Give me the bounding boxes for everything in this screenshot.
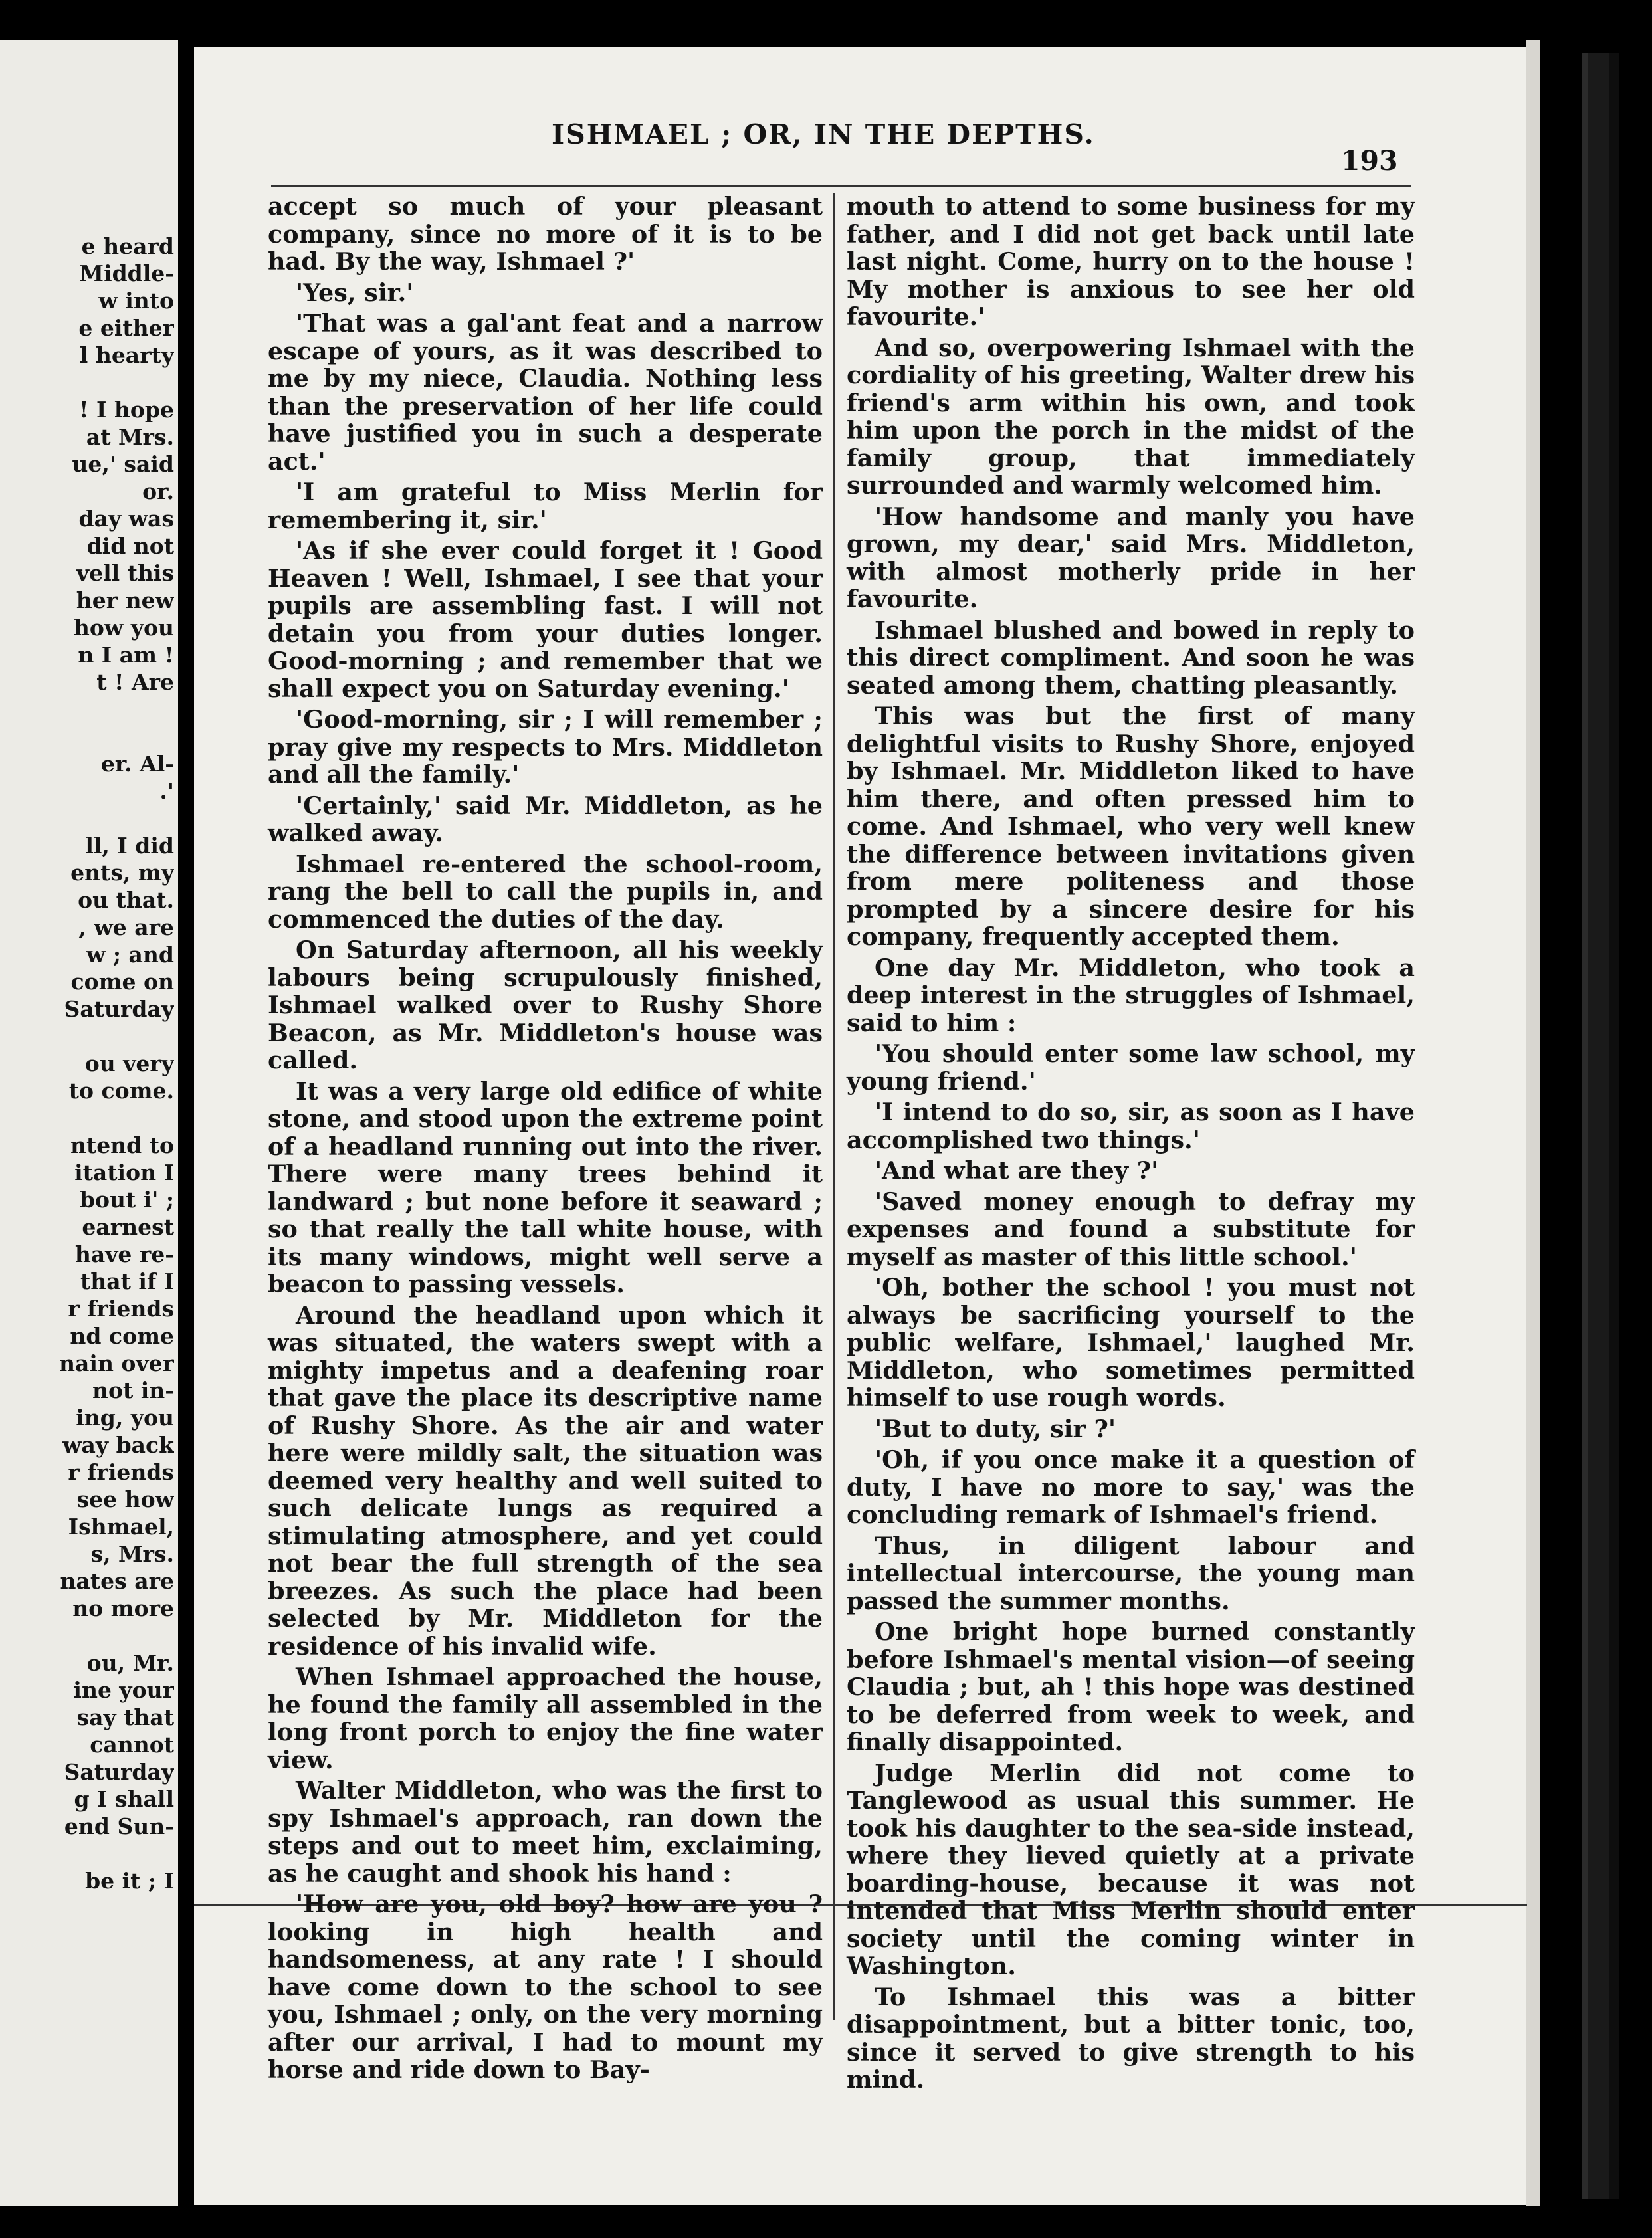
facing-page-line xyxy=(0,723,174,750)
facing-page-line: ll, I did xyxy=(85,833,174,859)
paragraph: 'Certainly,' said Mr. Middleton, as he walked away. xyxy=(268,791,823,847)
paragraph: One bright hope burned constantly before Ishmael's mental vision—of seeing Claudia ; but, ah ! this hope was destined to be deferred from week to week, and finally disappointed. xyxy=(847,1617,1415,1756)
facing-page-line: e heard xyxy=(81,233,174,259)
paragraph: 'But to duty, sir ?' xyxy=(875,1414,1116,1443)
facing-page-line: Saturday xyxy=(64,996,174,1022)
paragraph: Ishmael blushed and bowed in reply to this direct compliment. And soon he was seated among them, chatting pleasantly. xyxy=(847,615,1415,700)
paragraph: And so, overpowering Ishmael with the cordiality of his greeting, Walter drew his friend's arm within his own, and took him upon the porch in the midst of the family group, that immediately surrounded and warmly welcomed him. xyxy=(847,333,1415,500)
facing-page-line: ine your xyxy=(73,1677,174,1703)
facing-page-line xyxy=(0,696,174,723)
facing-page-line: l hearty xyxy=(79,342,174,368)
paragraph: mouth to attend to some business for my father, and I did not get back until late last night. Come, hurry on to the house ! My mother is anxious to see her old favourite.' xyxy=(847,192,1415,331)
text-column-left xyxy=(268,193,823,2087)
paragraph: On Saturday afternoon, all his weekly labours being scrupulously finished, Ishmael walked over to Rushy Shore Beacon, as Mr. Middleton's house was called. xyxy=(268,936,823,1074)
paragraph: 'How handsome and manly you have grown, my dear,' said Mrs. Middleton, with almost motherly pride in her favourite. xyxy=(847,502,1415,613)
facing-page-line xyxy=(0,1104,174,1132)
facing-page-line: ou that. xyxy=(78,887,174,913)
facing-page-line: way back xyxy=(62,1432,174,1458)
facing-page-line: ntend to xyxy=(70,1132,174,1158)
facing-page-line: bout i' ; xyxy=(79,1187,174,1213)
facing-page-line xyxy=(0,805,174,832)
paragraph: 'I intend to do so, sir, as soon as I have accomplished two things.' xyxy=(847,1098,1415,1154)
paragraph: 'Yes, sir.' xyxy=(296,278,414,307)
facing-page-line: to come. xyxy=(68,1078,174,1104)
facing-page-line: vell this xyxy=(76,560,174,586)
paragraph: It was a very large old edifice of white stone, and stood upon the extreme point of a headland running out into the river. There were many trees behind it landward ; but none before it seaward ; so that really the tall white house, with its many windows, might well serve a beacon to passing vessels. xyxy=(268,1076,823,1298)
facing-page-line: ing, you xyxy=(76,1405,174,1431)
facing-page-line: w ; and xyxy=(86,942,174,967)
facing-page-line xyxy=(0,1840,174,1867)
header-rule xyxy=(271,185,1411,187)
paragraph: 'Oh, if you once make it a question of duty, I have no more to say,' was the concluding remark of Ishmael's friend. xyxy=(847,1445,1415,1529)
book-binding xyxy=(1582,53,1619,2199)
facing-page-line: w into xyxy=(98,288,174,314)
facing-page-line: Middle- xyxy=(79,260,174,286)
facing-page-line: e either xyxy=(78,315,174,341)
facing-page-line: Ishmael, xyxy=(68,1514,174,1540)
paragraph: Around the headland upon which it was situated, the waters swept with a mighty impetus and a deafening roar that gave the place its descriptive name of Rushy Shore. As the air and water here were mildly salt, the situation was deemed very healthy and well suited to such delicate lungs as required a stimulating atmosphere, and yet could not bear the full strength of the sea breezes. As such the place had been selected by Mr. Middleton for the residence of his invalid wife. xyxy=(268,1300,823,1661)
facing-page-line: say that xyxy=(76,1704,174,1730)
paragraph: To Ishmael this was a bitter disappointment, but a bitter tonic, too, since it served to give strength to his mind. xyxy=(847,1982,1415,2094)
facing-page-line: ue,' said xyxy=(72,451,174,477)
paragraph: One day Mr. Middleton, who took a deep interest in the struggles of Ishmael, said to him : xyxy=(847,953,1415,1037)
facing-page-line: her new xyxy=(76,587,174,613)
facing-page-line: at Mrs. xyxy=(86,424,174,450)
facing-page-line xyxy=(0,369,174,396)
paragraph: 'How are you, old boy? how are you ? looking in high health and handsomeness, at any rate ! I should have come down to the school to see you, Ishmael ; only, on the very morning after our arrival, I had to mount my horse and ride down to Bay- xyxy=(268,1890,823,2084)
facing-page-line: ou very xyxy=(84,1051,174,1076)
facing-page-line: n I am ! xyxy=(78,642,174,668)
paragraph: When Ishmael approached the house, he found the family all assembled in the long front porch to enjoy the fine water view. xyxy=(268,1663,823,1774)
paragraph: 'I am grateful to Miss Merlin for remembering it, sir.' xyxy=(268,478,823,534)
running-head: ISHMAEL ; OR, IN THE DEPTHS. xyxy=(552,118,1095,150)
facing-page-line: itation I xyxy=(74,1160,174,1185)
facing-page-line: no more xyxy=(72,1595,174,1621)
paragraph: 'That was a gal'ant feat and a narrow escape of yours, as it was described to me by my niece, Claudia. Nothing less than the preservation of her life could have justified you in such a desperate act.' xyxy=(268,309,823,476)
facing-page-line: ! I hope xyxy=(79,397,174,423)
facing-page-line: not in- xyxy=(92,1377,174,1403)
paragraph: Walter Middleton, who was the first to spy Ishmael's approach, ran down the steps and out to meet him, exclaiming, as he caught and shook his hand : xyxy=(268,1776,823,1888)
facing-page-line: s, Mrs. xyxy=(90,1541,174,1567)
page-edge xyxy=(1526,40,1540,2206)
paragraph: 'As if she ever could forget it ! Good Heaven ! Well, Ishmael, I see that your pupils are assembling fast. I will not detain you from your duties longer. Good-morning ; and remember that we shall expect you on Saturday evening.' xyxy=(268,536,823,703)
paragraph: Thus, in diligent labour and intellectual intercourse, the young man passed the summer months. xyxy=(847,1531,1415,1615)
facing-page-line: nain over xyxy=(59,1350,174,1376)
facing-page-line: r friends xyxy=(68,1459,174,1485)
paragraph: Judge Merlin did not come to Tanglewood as usual this summer. He took his daughter to the sea-side instead, where they lieved quietly at a private boarding-house, because it was not intended that Miss Merlin should enter society until the coming winter in Washington. xyxy=(847,1758,1415,1980)
facing-page-line: ents, my xyxy=(70,860,174,886)
facing-page-line: t ! Are xyxy=(96,669,174,695)
paragraph: 'Saved money enough to defray my expenses and found a substitute for myself as master of this little school.' xyxy=(847,1187,1415,1271)
facing-page-line: that if I xyxy=(80,1269,174,1294)
facing-page-line: ou, Mr. xyxy=(86,1650,174,1676)
facing-page-line xyxy=(0,1622,174,1649)
facing-page-line xyxy=(0,1023,174,1050)
facing-page-line: nd come xyxy=(70,1323,174,1349)
paragraph: 'Oh, bother the school ! you must not always be sacrificing yourself to the public welfare, Ishmael,' laughed Mr. Middleton, who sometimes permitted himself to use rough words. xyxy=(847,1273,1415,1412)
facing-page-line: how you xyxy=(73,615,174,641)
paragraph: This was but the first of many delightful visits to Rushy Shore, enjoyed by Ishmael. Mr. Middleton liked to have him there, and often pressed him to come. And Ishmael, who very well knew the difference between invitations given from mere politeness and those prompted by a sincere desire for his company, frequently accepted them. xyxy=(847,702,1415,951)
facing-page-line: er. Al- xyxy=(100,751,174,777)
facing-page-line: .' xyxy=(159,778,174,804)
paragraph: 'You should enter some law school, my young friend.' xyxy=(847,1039,1415,1096)
paragraph: 'Good-morning, sir ; I will remember ; pray give my respects to Mrs. Middleton and all the family.' xyxy=(268,705,823,789)
facing-page-line: r friends xyxy=(68,1296,174,1322)
facing-page-line: did not xyxy=(86,533,174,559)
paragraph: Ishmael re-entered the school-room, rang the bell to call the pupils in, and commenced the duties of the day. xyxy=(268,849,823,934)
facing-page-line: cannot xyxy=(90,1732,174,1758)
paragraph: accept so much of your pleasant company, since no more of it is to be had. By the way, Ishmael ?' xyxy=(268,192,823,276)
facing-page-line: or. xyxy=(142,478,174,504)
facing-page-line: , we are xyxy=(78,914,174,940)
facing-page-line: g I shall xyxy=(74,1786,174,1812)
facing-page-text xyxy=(0,233,174,1894)
facing-page-line: see how xyxy=(76,1486,174,1512)
facing-page-line: Saturday xyxy=(64,1759,174,1785)
page-number: 193 xyxy=(1341,145,1398,177)
facing-page-line: have re- xyxy=(74,1241,174,1267)
text-column-right xyxy=(847,193,1415,2097)
facing-page-line: earnest xyxy=(82,1214,174,1240)
facing-page-line: day was xyxy=(78,506,174,532)
facing-page-edge xyxy=(0,40,178,2206)
facing-page-line: nates are xyxy=(60,1568,174,1594)
paragraph: 'And what are they ?' xyxy=(875,1156,1159,1185)
facing-page-line: come on xyxy=(70,969,174,995)
facing-page-line: be it ; I xyxy=(85,1868,174,1894)
facing-page-line: end Sun- xyxy=(64,1813,174,1839)
column-divider xyxy=(833,193,835,2020)
